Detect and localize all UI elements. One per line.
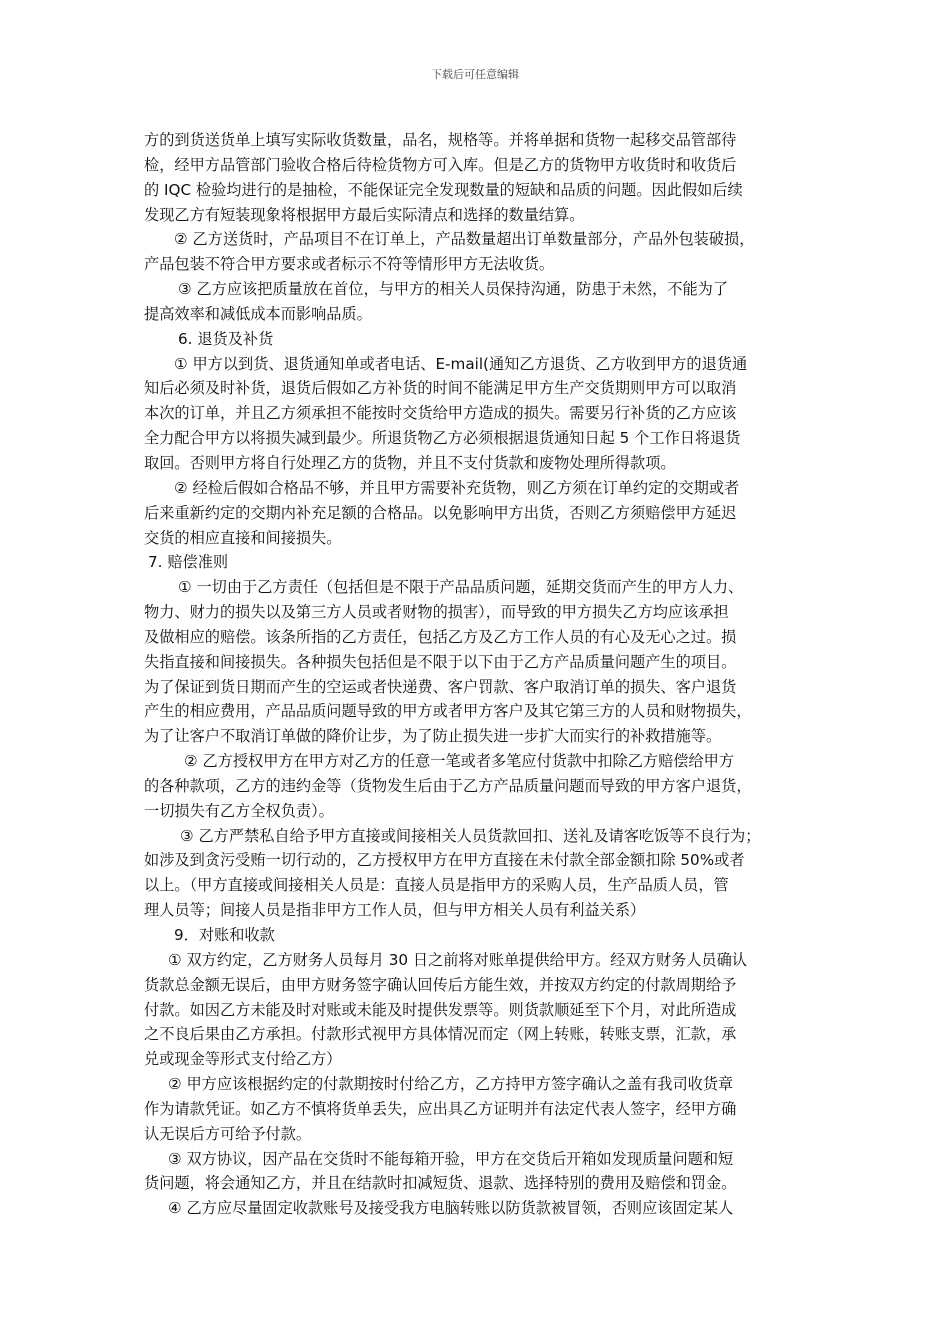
text-line: 的各种款项，乙方的违约金等（货物发生后由于乙方产品质量问题而导致的甲方客户退货， [144,776,752,795]
text-line: 检，经甲方品管部门验收合格后待检货物方可入库。但是乙方的货物甲方收货时和收货后 [144,155,737,174]
text-line: 为了保证到货日期而产生的空运或者快递费、客户罚款、客户取消订单的损失、客户退货 [144,677,737,696]
text-line: ② 乙方送货时，产品项目不在订单上，产品数量超出订单数量部分，产品外包装破损， [174,230,755,249]
text-line: 及做相应的赔偿。该条所指的乙方责任，包括乙方及乙方工作人员的有心及无心之过。损 [144,627,737,646]
section-heading: 9．对账和收款 [174,926,275,944]
text-line: 之不良后果由乙方承担。付款形式视甲方具体情况而定（网上转账，转账支票，汇款，承 [144,1025,737,1044]
text-line: 理人员等；间接人员是指非甲方工作人员，但与甲方相关人员有利益关系） [144,901,646,920]
text-line: ③ 双方协议，因产品在交货时不能每箱开验，甲方在交货后开箱如发现质量问题和短 [168,1149,734,1168]
text-line: ① 一切由于乙方责任（包括但是不限于产品品质问题，延期交货而产生的甲方人力、 [178,578,744,597]
section-heading: 6. 退货及补货 [178,329,274,348]
text-line: ③ 乙方应该把质量放在首位，与甲方的相关人员保持沟通，防患于未然，不能为了 [178,280,729,299]
text-line: 的 IQC 检验均进行的是抽检，不能保证完全发现数量的短缺和品质的问题。因此假如后续 [144,180,743,199]
page-header: 下载后可任意编辑 [431,68,519,81]
text-line: ③ 乙方严禁私自给予甲方直接或间接相关人员货款回扣、送礼及请客吃饭等不良行为； [180,826,761,845]
text-line: ① 甲方以到货、退货通知单或者电话、E-mail(通知乙方退货、乙方收到甲方的退货通 [174,354,748,373]
text-line: 货问题，将会通知乙方，并且在结款时扣减短货、退款、选择特别的费用及赔偿和罚金。 [144,1174,737,1193]
text-line: 产生的相应费用，产品品质问题导致的甲方或者甲方客户及其它第三方的人员和财物损失， [144,702,752,721]
text-line: 失指直接和间接损失。各种损失包括但是不限于以下由于乙方产品质量问题产生的项目。 [144,652,737,671]
text-line: 以上。（甲方直接或间接相关人员是：直接人员是指甲方的采购人员，生产品质人员，管 [144,876,729,895]
text-line: 一切损失有乙方全权负责）。 [144,801,334,820]
text-line: 交货的相应直接和间接损失。 [144,528,342,547]
text-line: ② 乙方授权甲方在甲方对乙方的任意一笔或者多笔应付货款中扣除乙方赔偿给甲方 [184,752,735,771]
text-line: 兑或现金等形式支付给乙方） [144,1050,342,1069]
text-line: 发现乙方有短装现象将根据甲方最后实际清点和选择的数量结算。 [144,205,585,224]
text-line: ② 经检后假如合格品不够，并且甲方需要补充货物，则乙方须在订单约定的交期或者 [174,478,740,497]
text-line: 作为请款凭证。如乙方不慎将货单丢失，应出具乙方证明并有法定代表人签字，经甲方确 [144,1099,737,1118]
text-line: 为了让客户不取消订单做的降价让步，为了防止损失进一步扩大而实行的补救措施等。 [144,727,722,746]
text-line: 货款总金额无误后，由甲方财务签字确认回传后方能生效，并按双方约定的付款周期给予 [144,975,737,994]
text-line: 提高效率和减低成本而影响品质。 [144,304,372,323]
section-heading: 7. 赔偿准则 [148,553,229,572]
text-line: 取回。否则甲方将自行处理乙方的货物，并且不支付货款和废物处理所得款项。 [144,453,676,472]
text-line: 认无误后方可给予付款。 [144,1124,312,1143]
text-line: 知后必须及时补货，退货后假如乙方补货的时间不能满足甲方生产交货期则甲方可以取消 [144,379,737,398]
text-line: 如涉及到贪污受贿一切行动的，乙方授权甲方在甲方直接在未付款全部金额扣除 50%或者 [144,851,745,870]
document-body [144,128,814,1221]
text-line: 付款。如因乙方未能及时对账或未能及时提供发票等。则货款顺延至下个月，对此所造成 [144,1000,737,1019]
text-line: ② 甲方应该根据约定的付款期按时付给乙方，乙方持甲方签字确认之盖有我司收货章 [168,1075,734,1094]
text-line: 本次的订单，并且乙方须承担不能按时交货给甲方造成的损失。需要另行补货的乙方应该 [144,404,737,423]
text-line: ① 双方约定，乙方财务人员每月 30 日之前将对账单提供给甲方。经双方财务人员确认 [168,950,747,969]
text-line: 物力、财力的损失以及第三方人员或者财物的损害），而导致的甲方损失乙方均应该承担 [144,603,729,622]
text-line: 方的到货送货单上填写实际收货数量，品名，规格等。并将单据和货物一起移交品管部待 [144,131,737,149]
text-line: 全力配合甲方以将损失减到最少。所退货物乙方必须根据退货通知日起 5 个工作日将退货 [144,429,741,448]
text-line: 后来重新约定的交期内补充足额的合格品。以免影响甲方出货，否则乙方须赔偿甲方延迟 [144,503,737,522]
text-line: 产品包装不符合甲方要求或者标示不符等情形甲方无法收货。 [144,255,555,274]
text-line: ④ 乙方应尽量固定收款账号及接受我方电脑转账以防货款被冒领，否则应该固定某人 [168,1199,734,1218]
